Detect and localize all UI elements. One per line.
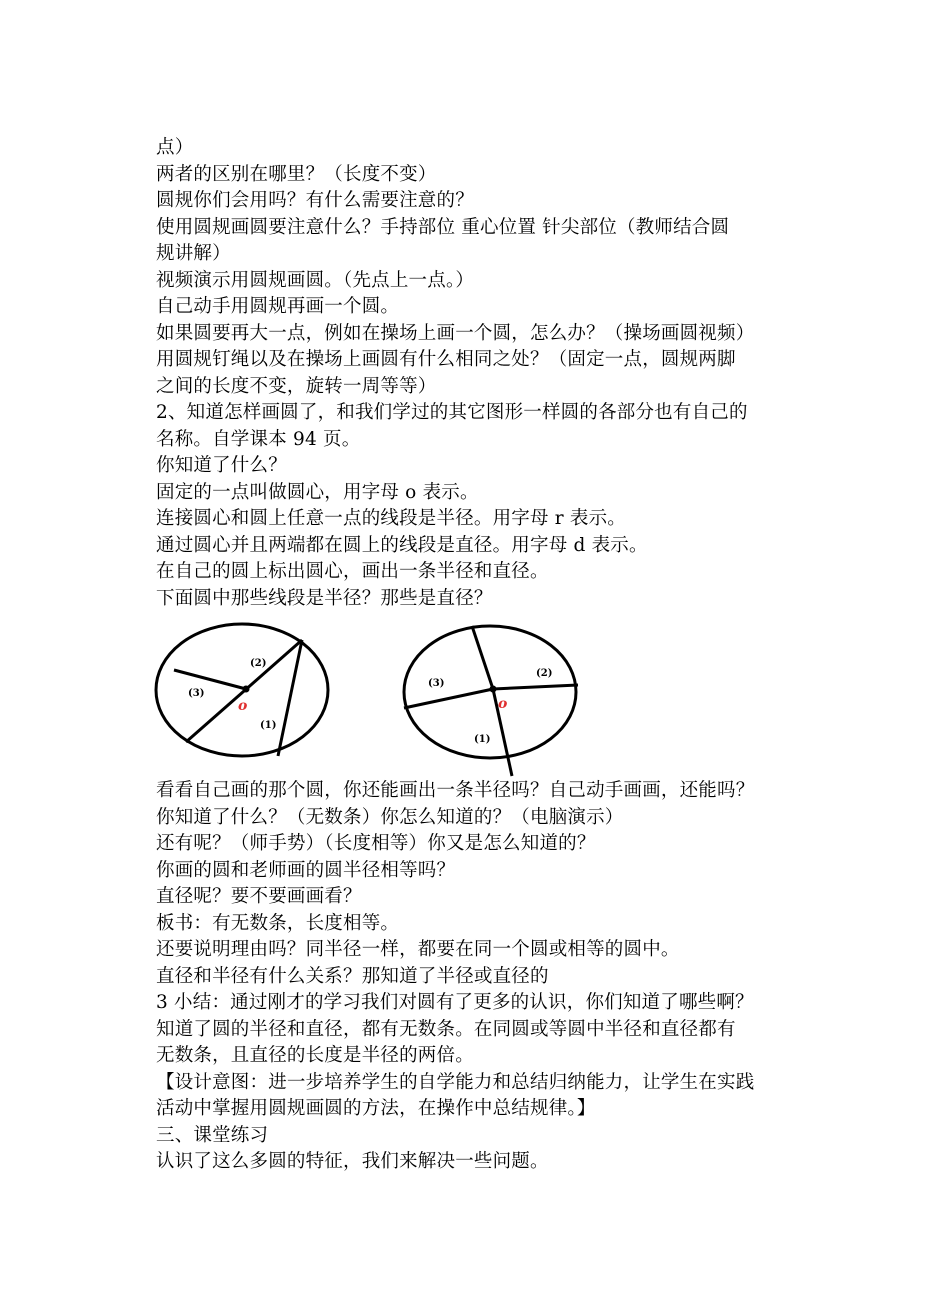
text-line: 固定的一点叫做圆心，用字母 o 表示。 bbox=[156, 481, 479, 503]
text-line: 3 小结：通过刚才的学习我们对圆有了更多的认识，你们知道了哪些啊？ bbox=[156, 992, 754, 1013]
circle-figures bbox=[154, 620, 594, 780]
text-line: 在自己的圆上标出圆心，画出一条半径和直径。 bbox=[156, 561, 549, 582]
left-circle-figure bbox=[154, 620, 354, 780]
text-line: 活动中掌握用圆规画圆的方法，在操作中总结规律。】 bbox=[156, 1098, 596, 1119]
right-center-dot bbox=[490, 686, 497, 693]
text-line: 用圆规钉绳以及在操场上画圆有什么相同之处？（固定一点，圆规两脚 bbox=[156, 349, 736, 370]
right-label-2: (2) bbox=[536, 668, 553, 679]
text-line: 视频演示用圆规画圆。（先点上一点。） bbox=[156, 269, 475, 291]
text-line: 圆规你们会用吗？有什么需要注意的？ bbox=[156, 190, 474, 211]
text-line: 通过圆心并且两端都在圆上的线段是直径。用字母 d 表示。 bbox=[156, 534, 648, 556]
text-line: 三、课堂练习 bbox=[156, 1124, 269, 1146]
left-label-1: (1) bbox=[260, 720, 277, 731]
text-line: 使用圆规画圆要注意什么？手持部位 重心位置 针尖部位（教师结合圆 bbox=[156, 216, 730, 238]
right-segment-2 bbox=[493, 685, 578, 689]
text-line: 还有呢？（师手势）（长度相等）你又是怎么知道的？ bbox=[156, 833, 596, 854]
right-label-3: (3) bbox=[428, 678, 445, 689]
text-line: 之间的长度不变，旋转一周等等） bbox=[156, 375, 437, 397]
left-segment-3 bbox=[174, 670, 246, 689]
text-line: 连接圆心和圆上任意一点的线段是半径。用字母 r 表示。 bbox=[156, 508, 627, 529]
text-line: 直径和半径有什么关系？那知道了半径或直径的 bbox=[156, 965, 549, 987]
text-line: 无数条，且直径的长度是半径的两倍。 bbox=[156, 1045, 474, 1066]
text-line: 看看自己画的那个圆，你还能画出一条半径吗？自己动手画画，还能吗？ bbox=[156, 780, 755, 801]
text-line: 你知道了什么？（无数条）你怎么知道的？（电脑演示） bbox=[156, 806, 624, 828]
right-segment-left bbox=[404, 689, 493, 708]
text-line: 名称。自学课本 94 页。 bbox=[156, 428, 361, 450]
text-line: 板书：有无数条，长度相等。 bbox=[156, 912, 400, 934]
text-line: 自己动手用圆规再画一个圆。 bbox=[156, 296, 400, 317]
left-label-3: (3) bbox=[188, 688, 205, 699]
text-line: 下面圆中那些线段是半径？那些是直径？ bbox=[156, 587, 493, 609]
right-circle-figure bbox=[402, 620, 592, 780]
left-center-label: o bbox=[238, 698, 248, 714]
right-center-label: o bbox=[498, 696, 508, 712]
text-line: 如果圆要再大一点，例如在操场上画一个圆，怎么办？（操场画圆视频） bbox=[156, 322, 755, 344]
text-line: 还要说明理由吗？同半径一样，都要在同一个圆或相等的圆中。 bbox=[156, 939, 680, 960]
text-line: 【设计意图：进一步培养学生的自学能力和总结归纳能力，让学生在实践 bbox=[156, 1071, 755, 1093]
text-line: 规讲解） bbox=[156, 243, 231, 264]
text-line: 点） bbox=[156, 137, 194, 158]
text-line: 你知道了什么？ bbox=[156, 455, 287, 476]
text-line: 直径呢？要不要画画看？ bbox=[156, 886, 362, 907]
left-label-2: (2) bbox=[250, 658, 267, 669]
left-center-dot bbox=[243, 686, 250, 693]
text-line: 知道了圆的半径和直径，都有无数条。在同圆或等圆中半径和直径都有 bbox=[156, 1018, 736, 1040]
text-block-bottom bbox=[156, 778, 836, 1176]
text-line: 2、知道怎样画圆了，和我们学过的其它图形一样圆的各部分也有自己的 bbox=[156, 402, 748, 423]
text-line: 认识了这么多圆的特征，我们来解决一些问题。 bbox=[156, 1151, 549, 1172]
right-segment-top bbox=[472, 626, 493, 689]
right-label-1: (1) bbox=[474, 734, 491, 745]
text-line: 你画的圆和老师画的圆半径相等吗？ bbox=[156, 859, 456, 881]
text-block-top bbox=[156, 135, 836, 612]
text-line: 两者的区别在哪里？（长度不变） bbox=[156, 163, 437, 185]
